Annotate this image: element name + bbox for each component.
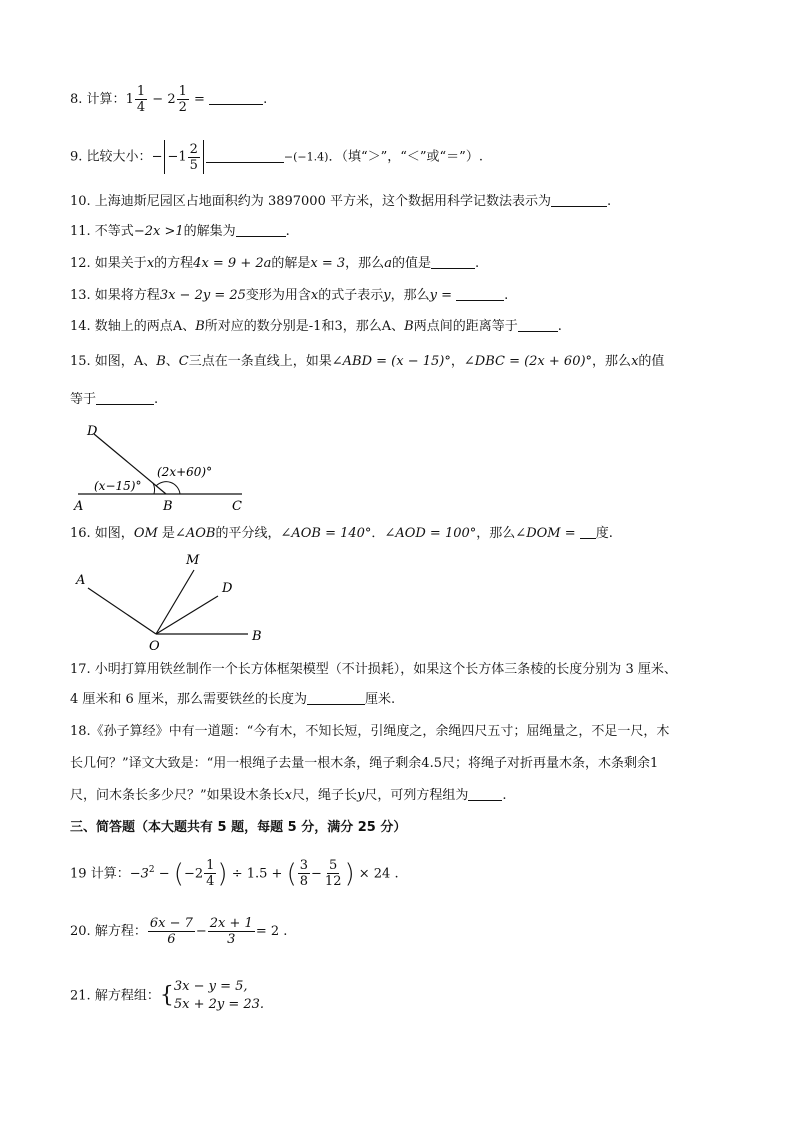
label-A: A — [74, 499, 84, 514]
brace: { — [159, 983, 174, 1008]
q19-fraction-3: $\frac{5}{12}$ — [324, 858, 342, 890]
question-16: 16. 如图，OM 是∠AOB的平分线，∠AOB = 140°．∠AOD = 100°，那么∠DOM = 度. — [70, 526, 613, 541]
label-C: C — [232, 499, 242, 514]
label-angle-1: (x−15)° — [94, 479, 142, 493]
label-B: B — [163, 499, 173, 514]
question-14: 14. 数轴上的两点A、B所对应的数分别是-1和3，那么A、B两点间的距离等于 . — [70, 319, 562, 334]
label-M: M — [186, 553, 200, 568]
question-21: 21. 解方程组：{ 3x − y = 5, 5x + 2y = 23. — [70, 979, 265, 1012]
answer-blank[interactable] — [580, 524, 596, 539]
label-A: A — [76, 573, 86, 588]
answer-blank[interactable] — [236, 222, 286, 237]
question-9: 9. 比较大小：− −1 $\frac{2}{5}$ −(−1.4)．（填“＞”，“＜”或“＝”）. — [70, 141, 483, 173]
label-D: D — [222, 581, 233, 596]
answer-blank[interactable] — [96, 390, 154, 405]
question-15: 15. 如图，A、B、C三点在一条直线上，如果∠ABD = (x − 15)°，∠DBC = (2x + 60)°，那么x的值 — [70, 354, 665, 369]
answer-blank[interactable] — [551, 192, 607, 207]
q8-fraction-2: $\frac{1}{2}$ — [178, 84, 187, 115]
ray-OM — [156, 570, 194, 634]
answer-blank[interactable] — [209, 90, 263, 105]
question-18-line-3: 尺，问木条长多少尺？”如果设木条长x尺，绳子长y尺，可列方程组为 . — [70, 788, 507, 803]
section-heading: 三、简答题（本大题共有 5 题，每题 5 分，满分 25 分） — [70, 820, 407, 835]
figure-15-angle-diagram — [60, 418, 260, 514]
question-18: 18.《孙子算经》中有一道题：“今有木，不知长短，引绳度之，余绳四尺五寸；屈绳量之，不足一尺，木 — [70, 724, 670, 739]
label-D: D — [87, 424, 98, 439]
q19-fraction-2: $\frac{3}{8}$ — [299, 858, 309, 890]
equation-system: 3x − y = 5, 5x + 2y = 23. — [173, 979, 265, 1012]
q20-fraction-2: $\frac{2x + 1}{3}$ — [209, 916, 253, 947]
answer-blank[interactable] — [431, 254, 475, 269]
label-B: B — [252, 629, 262, 644]
q20-fraction-1: $\frac{6x - 7}{6}$ — [149, 916, 193, 947]
question-17: 17. 小明打算用铁丝制作一个长方体框架模型（不计损耗），如果这个长方体三条棱的长度分别为 3 厘米、 — [70, 662, 677, 677]
answer-blank[interactable] — [307, 690, 365, 705]
figure-16-angle-bisector — [70, 548, 270, 653]
q19-fraction-1: $\frac{1}{4}$ — [206, 858, 215, 890]
label-O: O — [149, 639, 160, 653]
question-19: 19 计算：$-3^2 - (-2$ $\frac{1}{4}$ ) ÷ 1.5 + ( $\frac{3}{8}$ − $\frac{5}{12}$ ) × 24 . — [70, 858, 399, 890]
angle-arc-DBC — [156, 482, 180, 494]
answer-blank[interactable] — [206, 148, 284, 163]
ray-OA — [88, 588, 156, 634]
question-12: 12. 如果关于x的方程4x = 9 + 2a的解是x = 3，那么a的值是 . — [70, 256, 480, 271]
q8-label: 计算： — [86, 92, 126, 107]
label-angle-2: (2x+60)° — [157, 465, 213, 479]
question-17-line-2: 4 厘米和 6 厘米，那么需要铁丝的长度为 厘米. — [70, 692, 396, 707]
ray-OD — [156, 596, 218, 634]
q8-fraction-1: $\frac{1}{4}$ — [136, 84, 146, 115]
answer-blank[interactable] — [456, 286, 504, 301]
question-11: 11. 不等式−2x >1的解集为 . — [70, 224, 290, 239]
question-20: 20. 解方程： $\frac{6x - 7}{6}$ − $\frac{2x + 1}{3}$ = 2 . — [70, 916, 288, 947]
question-10: 10. 上海迪斯尼园区占地面积约为 3897000 平方米，这个数据用科学记数法表示为 . — [70, 194, 612, 209]
question-15-line-2: 等于 . — [70, 392, 159, 407]
answer-blank[interactable] — [518, 317, 558, 332]
answer-blank[interactable] — [468, 786, 502, 801]
question-8: 8. 计算：1 $\frac{1}{4}$ − 2 $\frac{1}{2}$ = . — [70, 84, 268, 115]
question-13: 13. 如果将方程3x − 2y = 25变形为用含x的式子表示y，那么y = . — [70, 288, 509, 303]
question-18-line-2: 长几何？”译文大致是：“用一根绳子去量一根木条，绳子剩余4.5尺；将绳子对折再量木条，木条剩余1 — [70, 756, 659, 771]
q9-fraction: $\frac{2}{5}$ — [189, 141, 198, 173]
